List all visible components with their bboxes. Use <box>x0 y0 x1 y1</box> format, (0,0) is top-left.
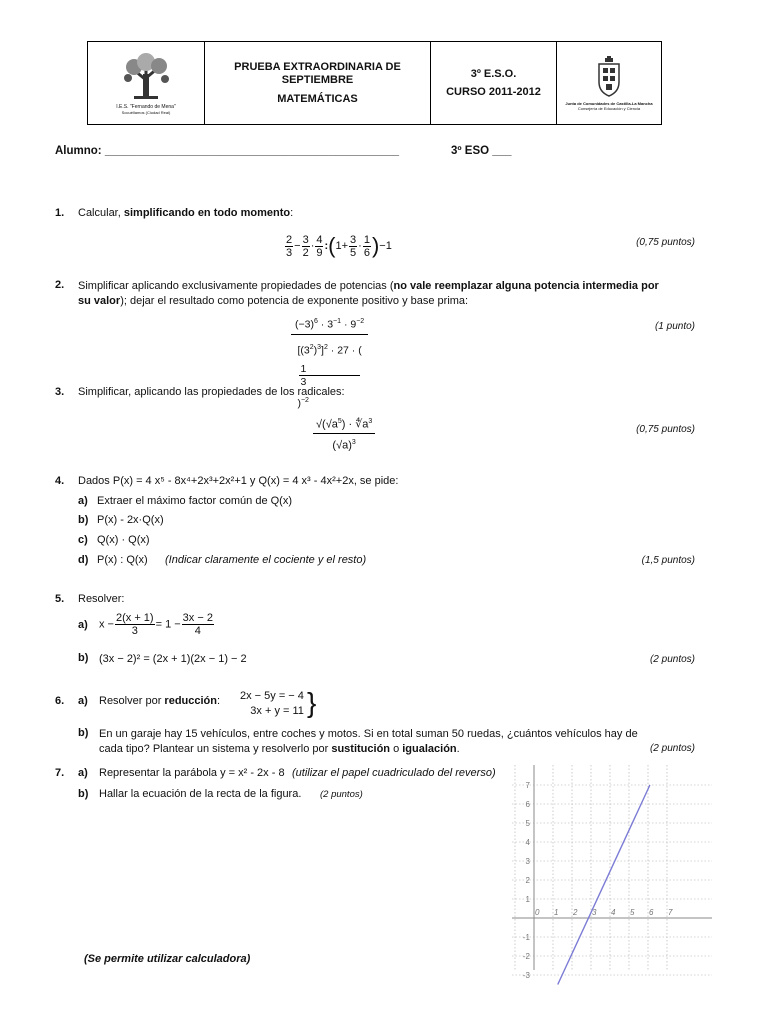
x-tick-label: 1 <box>554 908 559 917</box>
series-line <box>558 785 650 985</box>
q7-a-text: Representar la parábola y = x² - 2x - 8 <box>99 767 285 779</box>
q5-b-equation: (3x − 2)² = (2x + 1)(2x − 1) − 2 <box>99 653 247 665</box>
q4-b-text: P(x) - 2x·Q(x) <box>97 514 164 526</box>
government-logo-cell <box>557 42 661 124</box>
q6-b-label: b) <box>78 727 89 739</box>
q4-d-text: P(x) : Q(x) <box>97 554 148 566</box>
q2-expression: $(-3)^6 \cdot 3^{-1} \cdot 9^{-2}$ $[(3^2)^3]^2 \cdot 27$ · ( 1 3 )$^{-2}$ <box>290 316 369 417</box>
school-location: Socuéllamos (Ciudad Real) <box>121 109 171 115</box>
student-label: Alumno: <box>55 145 102 157</box>
q4-a-label: a) <box>78 495 88 507</box>
exam-title-line2: SEPTIEMBRE <box>281 73 354 86</box>
x-tick-label: 6 <box>649 908 654 917</box>
q5-points: (2 puntos) <box>649 654 695 665</box>
exam-header <box>87 41 662 125</box>
q1-text: Calcular, simplificando en todo momento: <box>78 207 294 219</box>
q3-points: (0,75 puntos) <box>636 424 695 435</box>
q5-b-label: b) <box>78 652 89 664</box>
q4-text: Dados P(x) = 4 x⁵ - 8x⁴+2x³+2x²+1 y Q(x) = 4 x³ - 4x²+2x, se pide: <box>78 475 399 487</box>
q7-a-note: (utilizar el papel cuadriculado del reverso) <box>292 767 496 779</box>
q2-number: 2. <box>55 279 65 291</box>
gov-dept: Consejería de Educación y Ciencia <box>577 105 641 111</box>
q3-expression: $\frac{√(√a^5) \cdot ∜a^3}{(√a)^3}$ <box>312 416 376 451</box>
q1-points: (0,75 puntos) <box>636 237 695 248</box>
q6-a-text: Resolver por reducción: <box>99 695 221 707</box>
x-tick-label: 7 <box>668 908 673 917</box>
y-tick-label: 1 <box>525 895 530 904</box>
q3-number: 3. <box>55 386 65 398</box>
school-name: I.E.S. "Fernando de Mena" <box>116 103 176 110</box>
q6-points: (2 puntos) <box>649 743 695 754</box>
y-tick-label: -1 <box>522 933 530 942</box>
q1-number: 1. <box>55 207 65 219</box>
y-tick-label: 5 <box>525 819 530 828</box>
school-tree-logo-icon <box>116 52 176 102</box>
y-tick-label: -3 <box>522 971 530 980</box>
school-logo-cell <box>88 42 205 124</box>
line-graph <box>512 765 712 980</box>
group-line <box>451 145 511 157</box>
q6-system-brace-icon: } <box>307 687 317 718</box>
q4-number: 4. <box>55 475 65 487</box>
q4-b-label: b) <box>78 514 89 526</box>
q1-expression: $\frac{2}{3}$ − $\frac{3}{2}$ · $\frac{4}{9}$ :(1+ $\frac{3}{5}$ · $\frac{1}{6}$ )−1 <box>286 233 392 259</box>
q7-number: 7. <box>55 767 65 779</box>
q6-number: 6. <box>55 695 65 707</box>
q6-system <box>240 689 304 719</box>
q5-a-label: a) <box>78 619 88 631</box>
y-tick-label: 2 <box>525 876 530 885</box>
coat-of-arms-icon <box>595 56 623 98</box>
q2-points: (1 punto) <box>654 321 695 332</box>
exam-title-cell <box>205 42 431 124</box>
q6-b-text: En un garaje hay 15 vehículos, entre coches y motos. Si en total suman 50 ruedas, ¿cuántos vehículos hay de cada tipo? Plantear un sistema y resolverlo por sustitución o igualación. <box>99 728 638 755</box>
y-tick-label: -2 <box>522 952 530 961</box>
q4-d-label: d) <box>78 554 89 566</box>
student-line <box>55 145 399 157</box>
q5-number: 5. <box>55 593 65 605</box>
y-tick-label: 7 <box>525 781 530 790</box>
q4-c-text: Q(x) · Q(x) <box>97 534 150 546</box>
course-year: CURSO 2011-2012 <box>446 86 541 98</box>
q7-b-label: b) <box>78 788 89 800</box>
q6-a-label: a) <box>78 695 88 707</box>
q6-eq2: 3x + y = 11 <box>250 705 304 717</box>
course-level: 3º E.S.O. <box>470 68 517 80</box>
q3-text: Simplificar, aplicando las propiedades de los radicales: <box>78 386 345 398</box>
q6-eq1: 2x − 5y = − 4 <box>240 690 304 702</box>
y-tick-label: 4 <box>525 838 530 847</box>
gov-name: Junta de Comunidades de Castilla-La Mancha <box>565 100 653 106</box>
x-tick-label: 5 <box>630 908 635 917</box>
y-tick-label: 3 <box>525 857 530 866</box>
q7-b-points: (2 puntos) <box>320 789 363 800</box>
exam-title-line1: PRUEBA EXTRAORDINARIA DE <box>234 60 401 73</box>
q5-text: Resolver: <box>78 593 125 605</box>
group-label: 3º ESO <box>451 145 490 157</box>
x-tick-label: 0 <box>535 908 540 917</box>
y-tick-label: 6 <box>525 800 530 809</box>
q4-c-label: c) <box>78 534 88 546</box>
q4-points: (1,5 puntos) <box>641 555 695 566</box>
q4-a-text: Extraer el máximo factor común de Q(x) <box>97 495 293 507</box>
q7-b-text: Hallar la ecuación de la recta de la figura. <box>99 788 302 800</box>
x-tick-label: 4 <box>611 908 616 917</box>
q4-d-note: (Indicar claramente el cociente y el resto) <box>165 554 367 566</box>
calculator-note: (Se permite utilizar calculadora) <box>84 953 251 965</box>
group-field[interactable]: ___ <box>492 145 512 157</box>
student-name-field[interactable]: ______________________________________________ <box>104 145 400 157</box>
course-cell <box>431 42 557 124</box>
exam-subject: MATEMÁTICAS <box>277 92 358 105</box>
q5-a-equation: x − $\frac{2(x + 1)}{3}$ = 1 − $\frac{3x - 2}{4}$ <box>99 612 213 637</box>
q7-a-label: a) <box>78 767 88 779</box>
q2-text: Simplificar aplicando exclusivamente propiedades de potencias (no vale reemplazar alguna potencia intermedia por su valor); dejar el resultado como potencia de exponente positivo y base prima: <box>78 280 659 307</box>
x-tick-label: 3 <box>592 908 597 917</box>
x-tick-label: 2 <box>573 908 578 917</box>
